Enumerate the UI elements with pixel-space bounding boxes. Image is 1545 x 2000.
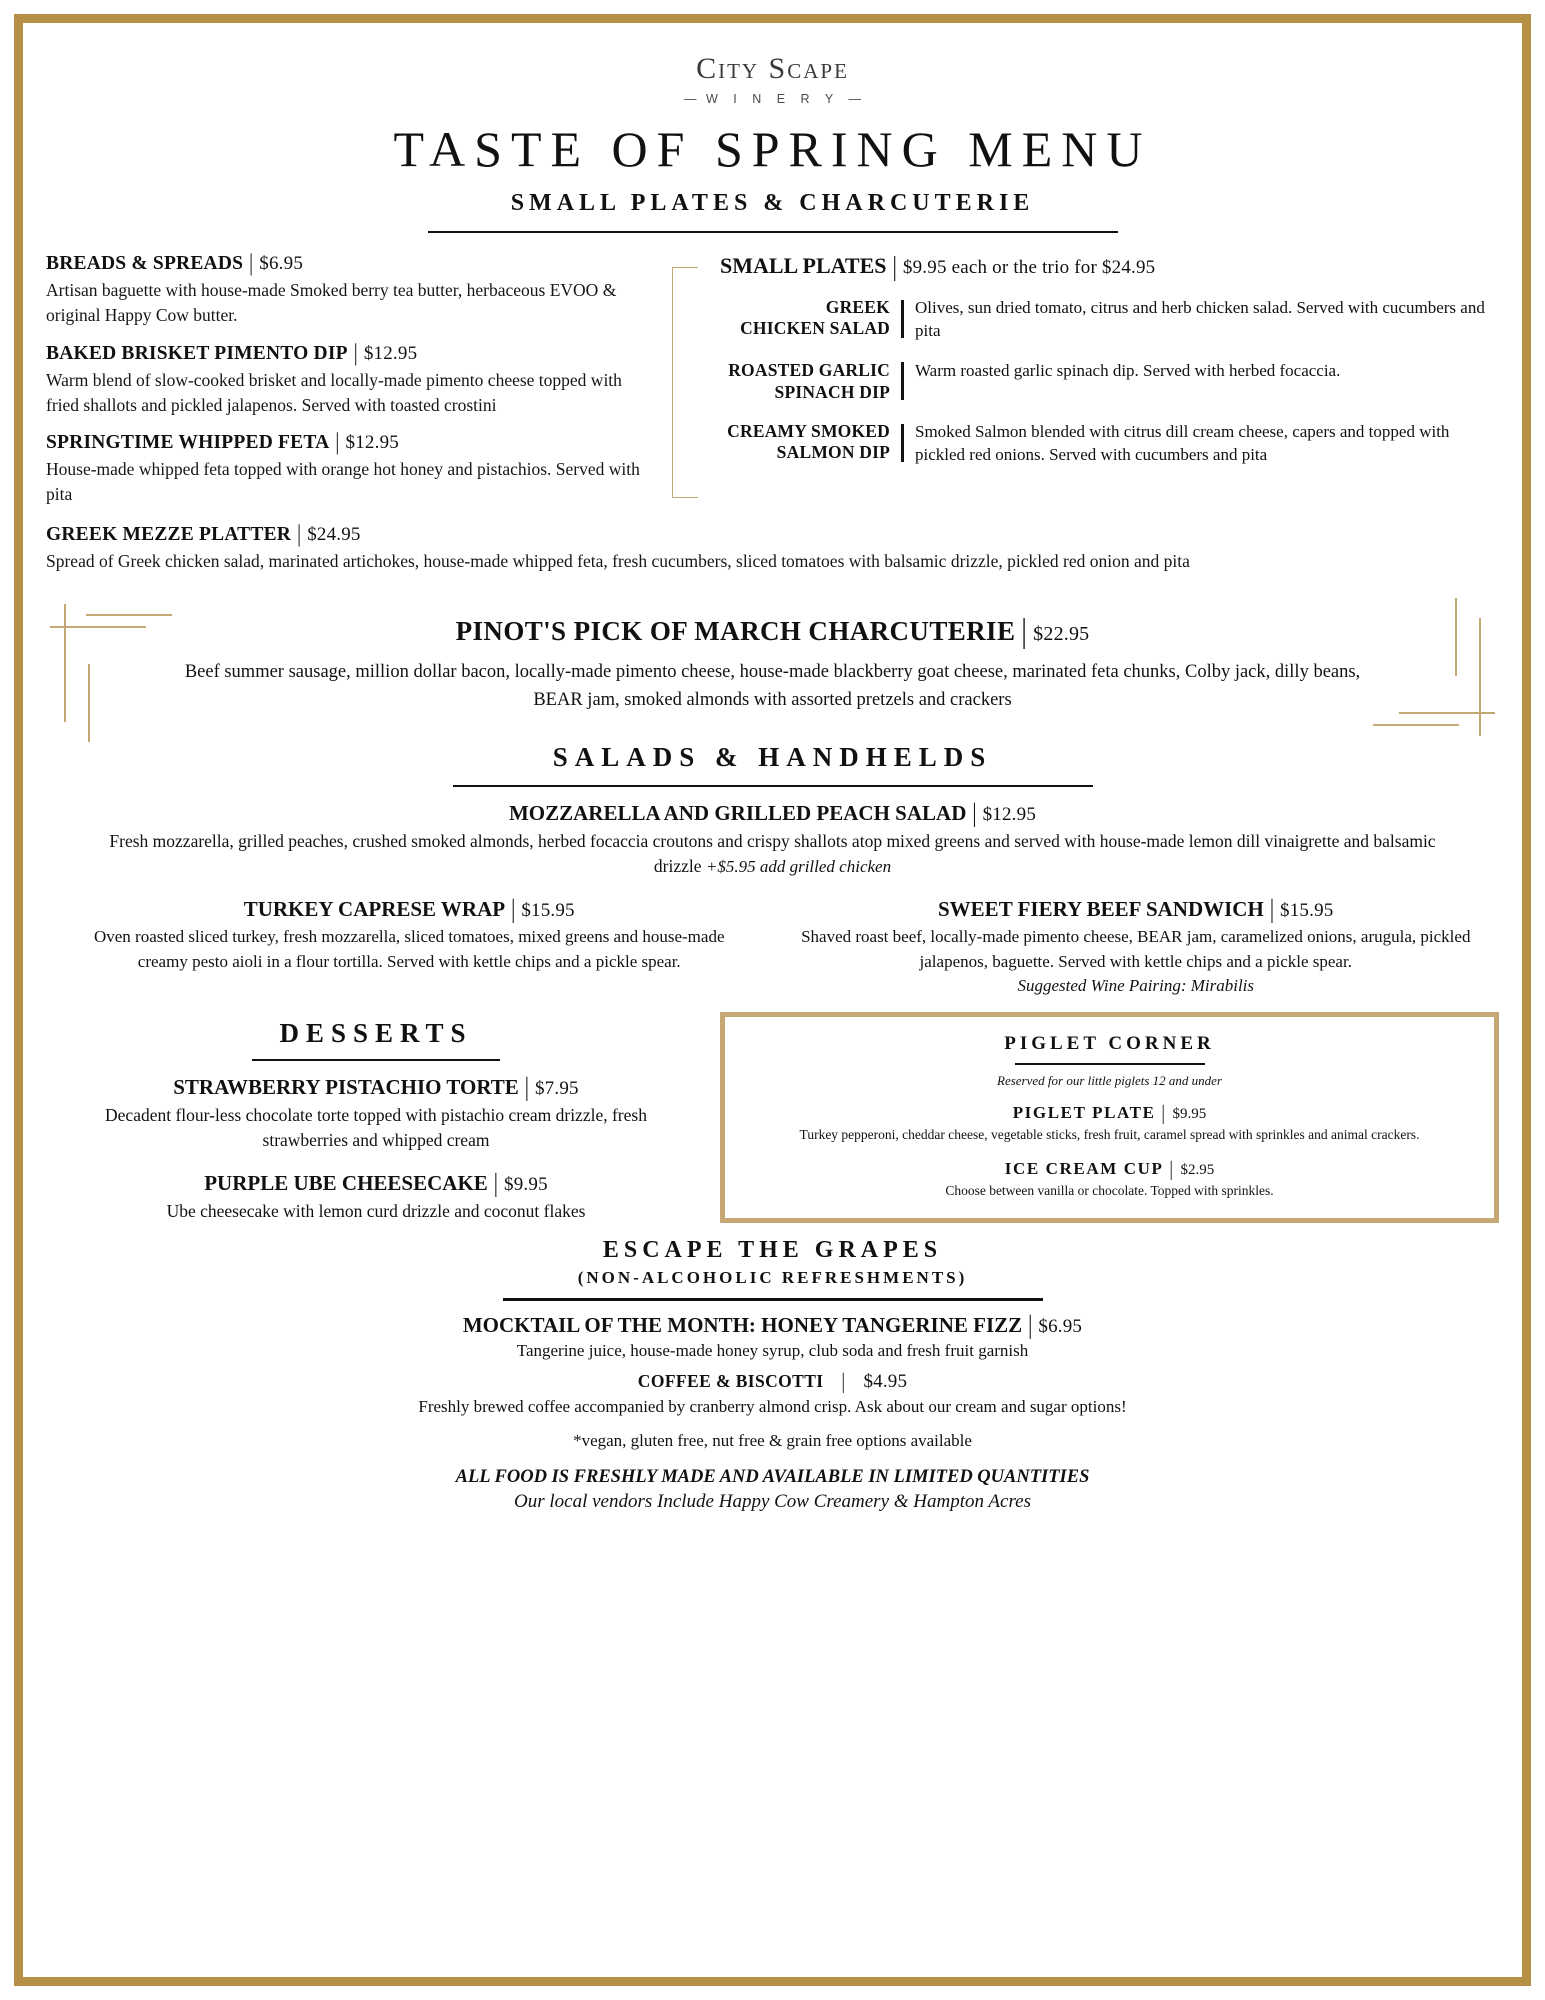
menu-item-price: $24.95 xyxy=(307,524,361,546)
menu-item-description: House-made whipped feta topped with orange hot honey and pistachios. Served with pita xyxy=(46,459,640,505)
small-plates-column xyxy=(666,249,1499,522)
wine-pairing-note: Suggested Wine Pairing: Mirabilis xyxy=(1017,975,1255,995)
menu-item-price: $12.95 xyxy=(345,432,399,454)
handheld-price: $15.95 xyxy=(521,900,575,922)
pipe-divider-icon: | xyxy=(249,250,254,277)
footer-line-1: ALL FOOD IS FRESHLY MADE AND AVAILABLE IN LIMITED QUANTITIES xyxy=(455,1466,1090,1487)
small-plate-name-line2: SPINACH DIP xyxy=(774,381,890,402)
small-plate-description: Smoked Salmon blended with citrus dill cream cheese, capers and topped with pickled red onions. Served with cucumbers and pita xyxy=(915,421,1450,465)
menu-item-name: BAKED BRISKET PIMENTO DIP xyxy=(46,342,348,364)
pipe-divider-icon: | xyxy=(353,339,358,367)
dessert-heading xyxy=(46,1071,706,1102)
escape-the-grapes-subheading: (NON-ALCOHOLIC REFRESHMENTS) xyxy=(577,1267,968,1287)
menu-item-name: BREADS & SPREADS xyxy=(46,253,244,274)
pipe-divider-icon: | xyxy=(297,521,302,548)
small-plate-name xyxy=(704,295,890,342)
handheld-item xyxy=(46,894,773,995)
charcuterie-feature xyxy=(46,604,1499,733)
small-plate-row xyxy=(684,295,1499,342)
salad-feature-desc-text: Fresh mozzarella, grilled peaches, crushed smoked almonds, herbed focaccia croutons and crispy shallots atop mixed greens and served with house-made lemon dill vinaigrette and balsamic drizzle xyxy=(109,831,1436,877)
piglet-item-price: $9.95 xyxy=(1172,1105,1207,1122)
section-heading-escape-the-grapes: ESCAPE THE GRAPES xyxy=(602,1236,943,1263)
desserts-section xyxy=(46,1012,706,1225)
charcuterie-description: Beef summer sausage, million dollar bacon, locally-made pimento cheese, house-made blackberry goat cheese, marinated feta chunks, Colby jack, dilly beans, BEAR jam, smoked almonds with assorted pretzels and crackers xyxy=(184,661,1361,710)
piglet-corner-title: PIGLET CORNER xyxy=(1004,1032,1215,1054)
small-plate-description: Olives, sun dried tomato, citrus and herb chicken salad. Served with cucumbers and pita xyxy=(915,298,1485,341)
top-two-columns xyxy=(46,249,1499,522)
menu-item-mezze xyxy=(46,521,1499,574)
mocktail-price: $6.95 xyxy=(1038,1315,1083,1337)
menu-content xyxy=(46,36,1499,1970)
salad-feature-name: MOZZARELLA AND GRILLED PEACH SALAD xyxy=(508,801,967,826)
charcuterie-name: PINOT'S PICK OF MARCH CHARCUTERIE xyxy=(455,615,1016,646)
small-plate-row xyxy=(684,358,1499,403)
menu-item-heading xyxy=(46,429,648,456)
small-plate-name xyxy=(704,358,890,403)
desserts-divider xyxy=(252,1059,500,1061)
dessert-item xyxy=(46,1071,706,1154)
dash-right-icon: — xyxy=(848,92,861,106)
escape-the-grapes-divider xyxy=(503,1298,1043,1301)
small-plates-title: SMALL PLATES xyxy=(720,253,887,278)
escape-the-grapes-section xyxy=(46,1237,1499,1513)
handheld-description: Shaved roast beef, locally-made pimento cheese, BEAR jam, caramelized onions, arugula, pickled jalapenos, baguette. Served with kettle chips and a pickle spear. xyxy=(801,927,1471,971)
section-heading-salads: SALADS & HANDHELDS xyxy=(552,742,993,773)
piglet-corner-wrapper xyxy=(706,1012,1499,1225)
piglet-item-description: Choose between vanilla or chocolate. Topped with sprinkles. xyxy=(945,1182,1274,1198)
salad-feature-price: $12.95 xyxy=(982,804,1037,826)
charcuterie-heading xyxy=(86,612,1459,650)
small-plate-name-line2: SALMON DIP xyxy=(776,442,890,463)
handheld-name: TURKEY CAPRESE WRAP xyxy=(243,897,506,922)
pipe-divider-icon: | xyxy=(511,894,516,925)
dessert-name: PURPLE UBE CHEESECAKE xyxy=(204,1171,488,1196)
charcuterie-price: $22.95 xyxy=(1033,622,1090,645)
small-plates-price-note: $9.95 each or the trio for $24.95 xyxy=(902,257,1156,278)
menu-item-heading xyxy=(46,339,648,367)
pipe-divider-icon: | xyxy=(1169,1156,1175,1180)
menu-item xyxy=(46,250,648,328)
piglet-corner-box xyxy=(720,1012,1499,1224)
salad-feature-addon: +$5.95 add grilled chicken xyxy=(705,857,892,877)
gold-bracket-decoration xyxy=(672,267,698,498)
desserts-and-piglet-row xyxy=(46,1012,1499,1225)
small-plates-heading xyxy=(684,249,1499,281)
pipe-divider-icon: | xyxy=(1028,1309,1033,1340)
handheld-item xyxy=(773,894,1500,995)
menu-item xyxy=(46,339,648,418)
pipe-divider-icon: | xyxy=(892,249,897,281)
footer-line-2: Our local vendors Include Happy Cow Creamery & Hampton Acres xyxy=(514,1490,1031,1512)
menu-item-description: Warm blend of slow-cooked brisket and locally-made pimento cheese topped with fried shallots and pickled jalapenos. Served with toasted crostini xyxy=(46,369,622,415)
coffee-heading xyxy=(46,1368,1499,1394)
pipe-divider-icon: | xyxy=(524,1071,529,1102)
small-plate-row xyxy=(684,419,1499,466)
menu-item-heading xyxy=(46,250,648,277)
dessert-heading xyxy=(46,1168,706,1199)
coffee-description: Freshly brewed coffee accompanied by cranberry almond crisp. Ask about our cream and sugar options! xyxy=(418,1396,1127,1416)
vertical-divider-icon xyxy=(901,300,904,338)
salad-feature-description xyxy=(46,829,1499,879)
page-title: TASTE OF SPRING MENU xyxy=(393,121,1152,177)
coffee-price: $4.95 xyxy=(863,1370,908,1392)
pipe-divider-icon: | xyxy=(841,1368,846,1394)
salad-feature-heading xyxy=(46,798,1499,829)
menu-item-price: $6.95 xyxy=(259,253,304,274)
dessert-description: Ube cheesecake with lemon curd drizzle and coconut flakes xyxy=(166,1201,586,1222)
pipe-divider-icon: | xyxy=(1021,612,1028,650)
dessert-item xyxy=(46,1168,706,1224)
mocktail-name: MOCKTAIL OF THE MONTH: HONEY TANGERINE FIZZ xyxy=(462,1312,1023,1337)
dessert-name: STRAWBERRY PISTACHIO TORTE xyxy=(173,1074,519,1099)
handhelds-columns xyxy=(46,894,1499,995)
dietary-options-note: *vegan, gluten free, nut free & grain free options available xyxy=(573,1430,972,1450)
small-plate-name-line1: GREEK xyxy=(825,297,890,317)
mocktail-heading xyxy=(46,1309,1499,1340)
small-plate-name-line2: CHICKEN SALAD xyxy=(740,318,890,339)
piglet-divider xyxy=(1015,1063,1205,1065)
menu-item-heading xyxy=(46,521,1499,548)
small-plate-description: Warm roasted garlic spinach dip. Served with herbed focaccia. xyxy=(915,361,1341,381)
dessert-price: $7.95 xyxy=(534,1077,579,1099)
menu-item-name: SPRINGTIME WHIPPED FETA xyxy=(46,432,330,454)
menu-item-price: $12.95 xyxy=(363,342,418,364)
handheld-heading xyxy=(783,894,1490,925)
pipe-divider-icon: | xyxy=(1161,1100,1167,1124)
pipe-divider-icon: | xyxy=(972,798,977,829)
vertical-divider-icon xyxy=(901,424,904,462)
small-plate-name xyxy=(704,419,890,466)
handheld-heading xyxy=(56,894,763,925)
dessert-price: $9.95 xyxy=(504,1174,548,1196)
menu-item xyxy=(46,429,648,507)
brand-name: City Scape xyxy=(696,52,849,85)
piglet-item-heading xyxy=(745,1100,1474,1124)
dash-left-icon: — xyxy=(684,92,697,106)
title-divider xyxy=(428,231,1118,233)
piglet-item-name: ICE CREAM CUP xyxy=(1004,1158,1164,1178)
piglet-corner-note: Reserved for our little piglets 12 and under xyxy=(997,1072,1222,1088)
brand-subtitle xyxy=(46,92,1499,106)
coffee-name: COFFEE & BISCOTTI xyxy=(637,1370,824,1391)
piglet-item-description: Turkey pepperoni, cheddar cheese, vegetable sticks, fresh fruit, caramel spread with sprinkles and animal crackers. xyxy=(799,1126,1420,1142)
section-divider xyxy=(453,785,1093,787)
handheld-price: $15.95 xyxy=(1280,900,1334,922)
left-column xyxy=(46,250,666,522)
pipe-divider-icon: | xyxy=(1269,894,1275,925)
vertical-divider-icon xyxy=(901,362,904,400)
piglet-item-name: PIGLET PLATE xyxy=(1012,1102,1156,1122)
page-subtitle: SMALL PLATES & CHARCUTERIE xyxy=(510,190,1035,216)
pipe-divider-icon: | xyxy=(335,429,340,456)
pipe-divider-icon: | xyxy=(493,1168,499,1199)
section-heading-desserts: DESSERTS xyxy=(279,1017,473,1048)
handheld-description: Oven roasted sliced turkey, fresh mozzarella, sliced tomatoes, mixed greens and house-made creamy pesto aioli in a flour tortilla. Served with kettle chips and a pickle spear. xyxy=(93,927,725,971)
menu-item-description: Spread of Greek chicken salad, marinated artichokes, house-made whipped feta, fresh cucumbers, sliced tomatoes with balsamic drizzle, pickled red onion and pita xyxy=(46,551,1190,572)
brand-subtitle-text: W I N E R Y xyxy=(706,92,839,106)
small-plate-name-line1: ROASTED GARLIC xyxy=(728,360,890,381)
piglet-item-heading xyxy=(745,1156,1474,1180)
piglet-item-price: $2.95 xyxy=(1180,1161,1215,1178)
small-plate-name-line1: CREAMY SMOKED xyxy=(727,420,890,441)
mocktail-description: Tangerine juice, house-made honey syrup, club soda and fresh fruit garnish xyxy=(516,1340,1029,1360)
menu-item-description: Artisan baguette with house-made Smoked berry tea butter, herbaceous EVOO & original Happy Cow butter. xyxy=(46,280,617,325)
handheld-name: SWEET FIERY BEEF SANDWICH xyxy=(938,897,1264,922)
brand-block xyxy=(46,52,1499,106)
dessert-description: Decadent flour-less chocolate torte topped with pistachio cream drizzle, fresh strawberries and whipped cream xyxy=(105,1104,647,1150)
menu-item-name: GREEK MEZZE PLATTER xyxy=(46,524,292,546)
